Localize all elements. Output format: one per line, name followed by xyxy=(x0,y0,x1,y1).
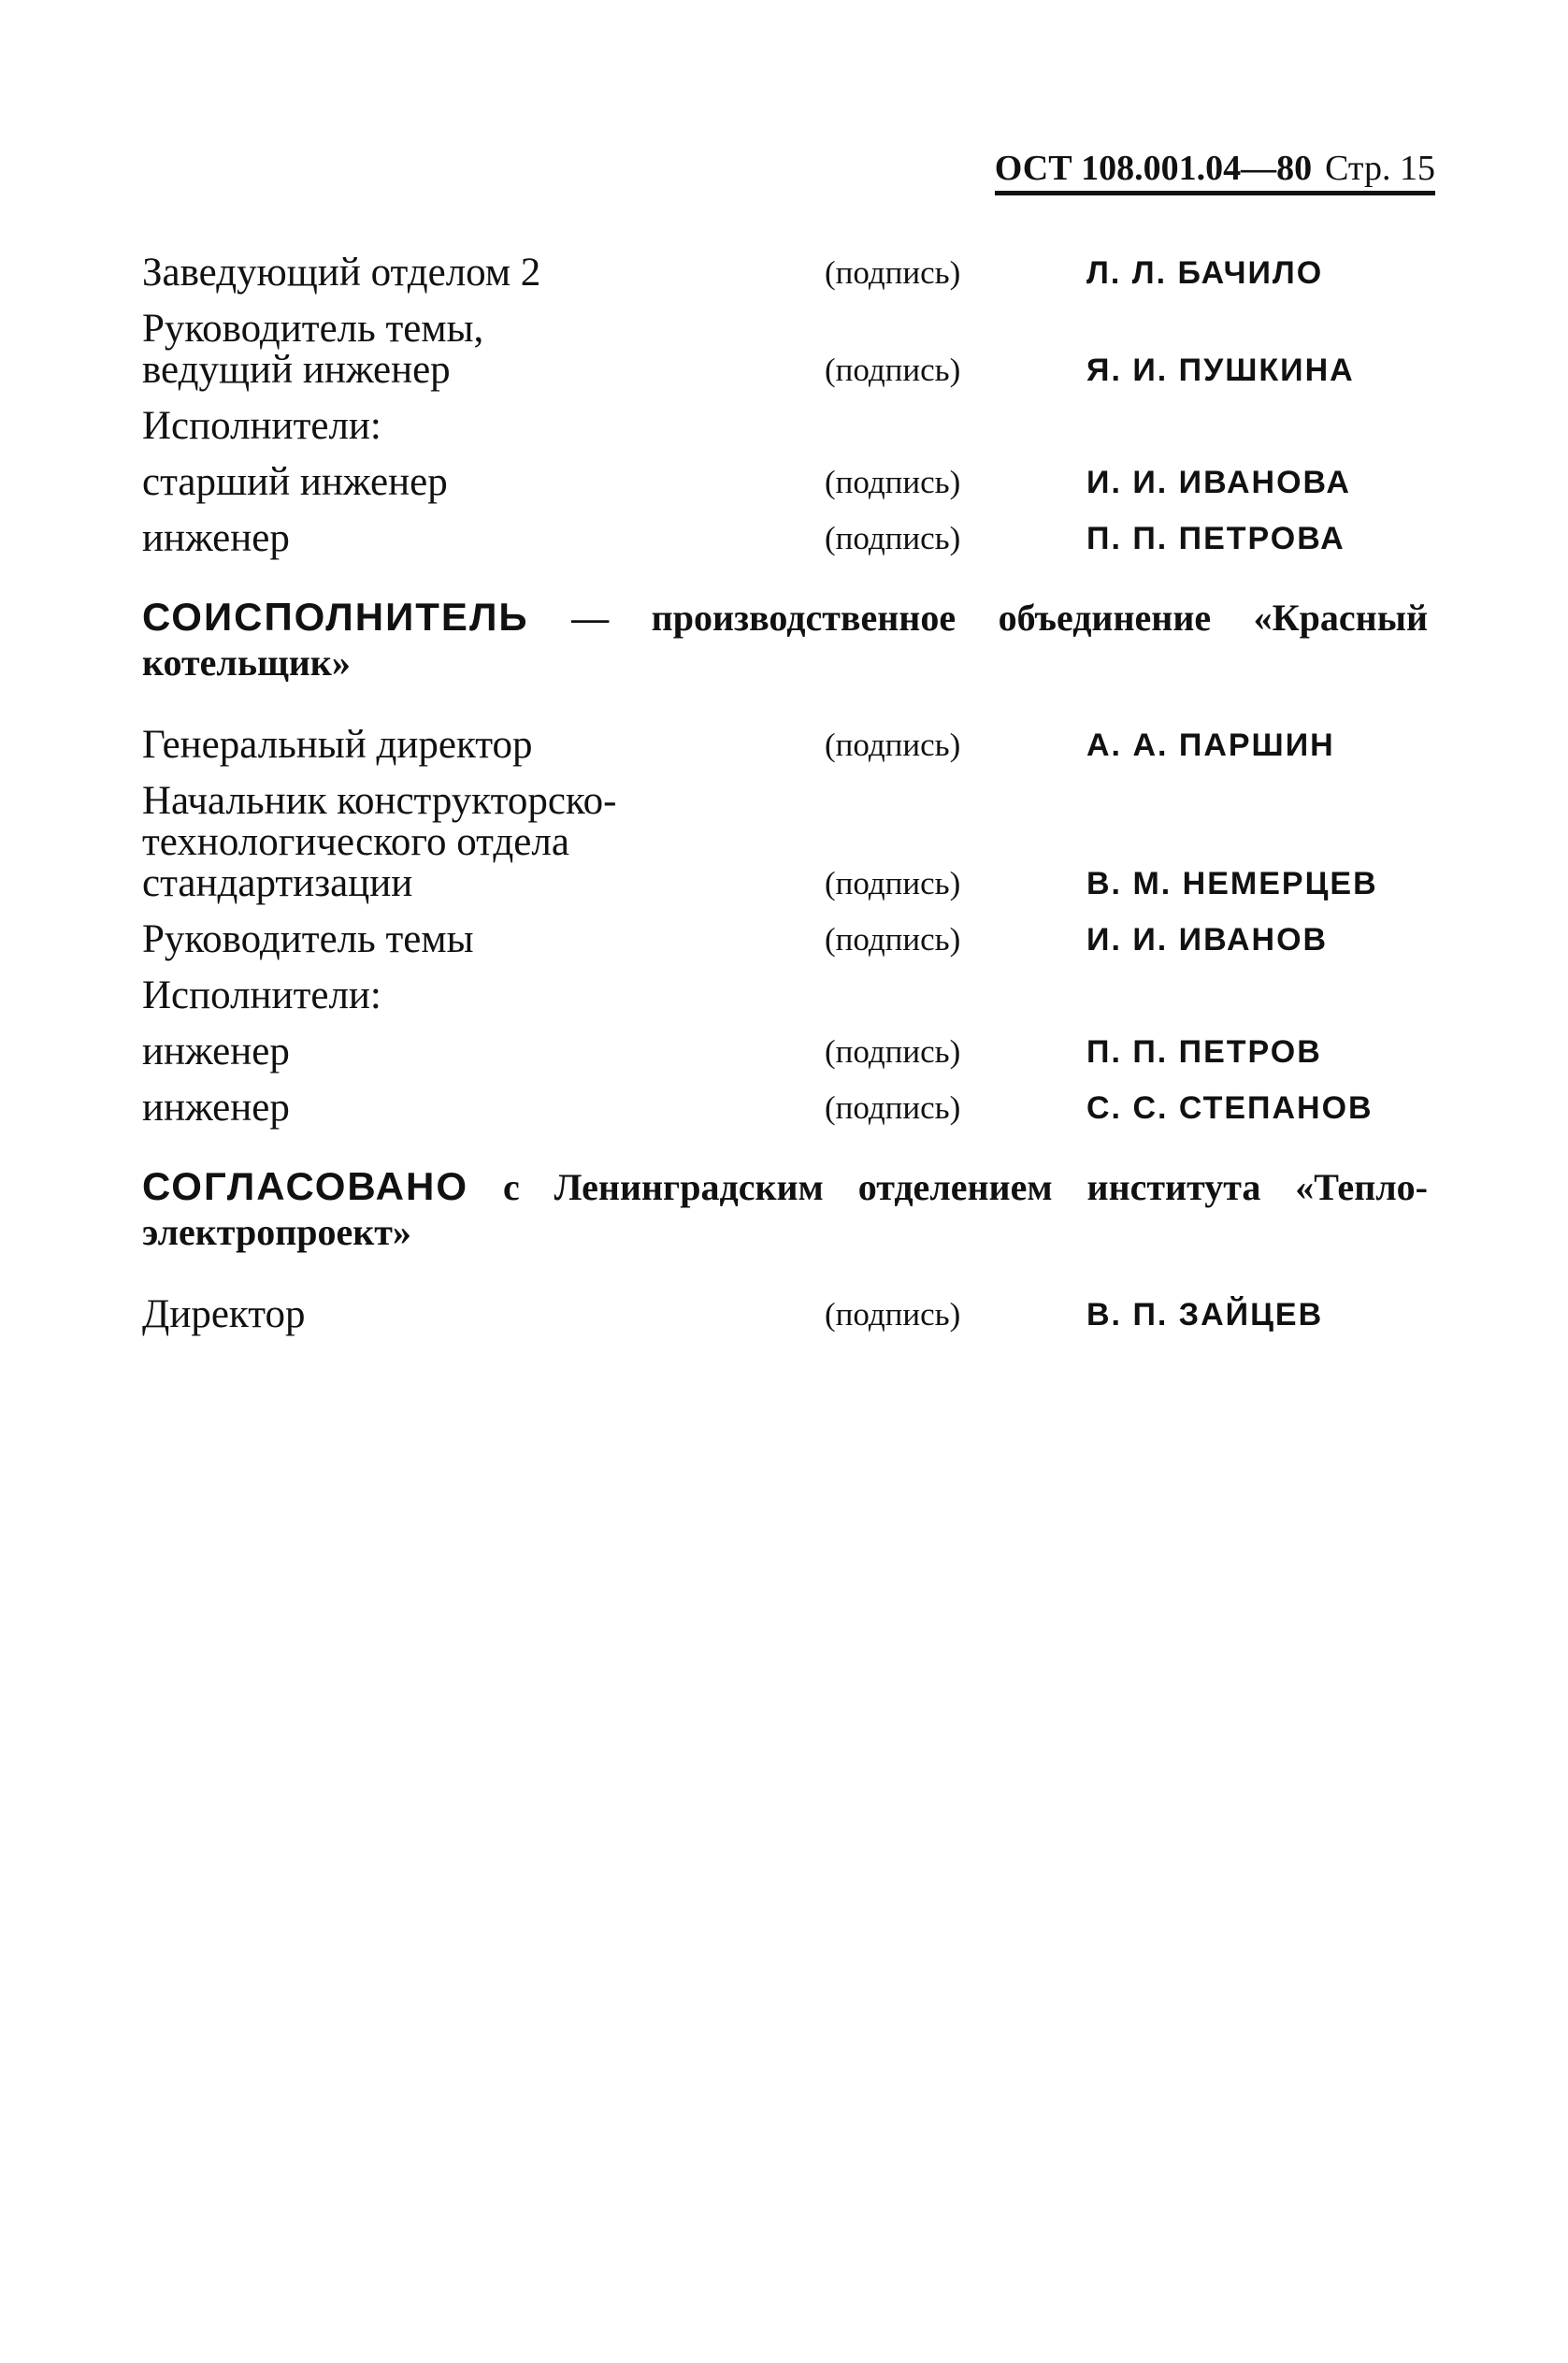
person-name: П. П. ПЕТРОВ xyxy=(1086,1034,1322,1070)
person-name: И. И. ИВАНОВ xyxy=(1086,922,1329,958)
document-body xyxy=(142,252,1428,1350)
person-name: И. И. ИВАНОВА xyxy=(1086,465,1351,500)
agreed-lead: СОГЛАСОВАНО xyxy=(142,1164,468,1208)
position-title: Руководитель темы, ведущий инженер xyxy=(142,307,484,392)
position-title: Руководитель темы xyxy=(142,917,474,961)
signature-placeholder: (подпись) xyxy=(825,464,961,500)
agreed-heading xyxy=(142,1164,1428,1255)
position-title: Начальник конструкторско- технологического отдела стандартизации xyxy=(142,779,617,905)
position-title: Директор xyxy=(142,1292,306,1336)
position-title: старший инженер xyxy=(142,460,448,504)
person-name: В. П. ЗАЙЦЕВ xyxy=(1086,1297,1324,1333)
signature-row xyxy=(142,975,1428,1016)
person-name: Л. Л. БАЧИЛО xyxy=(1086,255,1324,291)
signature-row xyxy=(142,919,1428,960)
signature-placeholder: (подпись) xyxy=(825,352,961,388)
page-header xyxy=(995,148,1435,195)
person-name: Я. И. ПУШКИНА xyxy=(1086,353,1355,388)
person-name: А. А. ПАРШИН xyxy=(1086,728,1335,763)
co-executor-text: — производственное объединение «Красный котельщик» xyxy=(142,597,1428,684)
signature-placeholder: (подпись) xyxy=(825,520,961,556)
signature-row xyxy=(142,725,1428,766)
position-title: Исполнители: xyxy=(142,973,381,1017)
signatures-block-developer xyxy=(142,252,1428,559)
signature-placeholder: (подпись) xyxy=(825,1089,961,1126)
agreed-text: с Ленинградским отделением института «Тепло-электропроект» xyxy=(142,1166,1428,1253)
co-executor-heading xyxy=(142,595,1428,685)
signature-row xyxy=(142,462,1428,503)
signature-row xyxy=(142,1031,1428,1073)
position-title: инженер xyxy=(142,1030,290,1073)
header-line xyxy=(995,148,1435,195)
person-name: П. П. ПЕТРОВА xyxy=(1086,521,1345,556)
signature-placeholder: (подпись) xyxy=(825,1296,961,1333)
signatures-block-co-executor xyxy=(142,725,1428,1129)
signatures-block-agreed xyxy=(142,1294,1428,1335)
signature-row xyxy=(142,309,1428,391)
person-name: С. С. СТЕПАНОВ xyxy=(1086,1090,1374,1126)
document-code: ОСТ 108.001.04—80 xyxy=(994,149,1313,188)
co-executor-lead: СОИСПОЛНИТЕЛЬ xyxy=(142,595,529,639)
signature-row xyxy=(142,1294,1428,1335)
signature-row xyxy=(142,406,1428,447)
signature-row xyxy=(142,1088,1428,1129)
signature-placeholder: (подпись) xyxy=(825,727,961,763)
signature-placeholder: (подпись) xyxy=(825,865,961,901)
signature-placeholder: (подпись) xyxy=(825,1033,961,1070)
signature-row xyxy=(142,252,1428,294)
position-title: Генеральный директор xyxy=(142,723,533,767)
position-title: Заведующий отделом 2 xyxy=(142,251,541,295)
position-title: инженер xyxy=(142,516,290,560)
signature-row xyxy=(142,518,1428,559)
signature-placeholder: (подпись) xyxy=(825,921,961,958)
signature-row xyxy=(142,781,1428,904)
position-title: инженер xyxy=(142,1086,290,1130)
page-number: Стр. 15 xyxy=(1325,149,1435,188)
signature-placeholder: (подпись) xyxy=(825,254,961,291)
person-name: В. М. НЕМЕРЦЕВ xyxy=(1086,866,1378,901)
position-title: Исполнители: xyxy=(142,404,381,448)
